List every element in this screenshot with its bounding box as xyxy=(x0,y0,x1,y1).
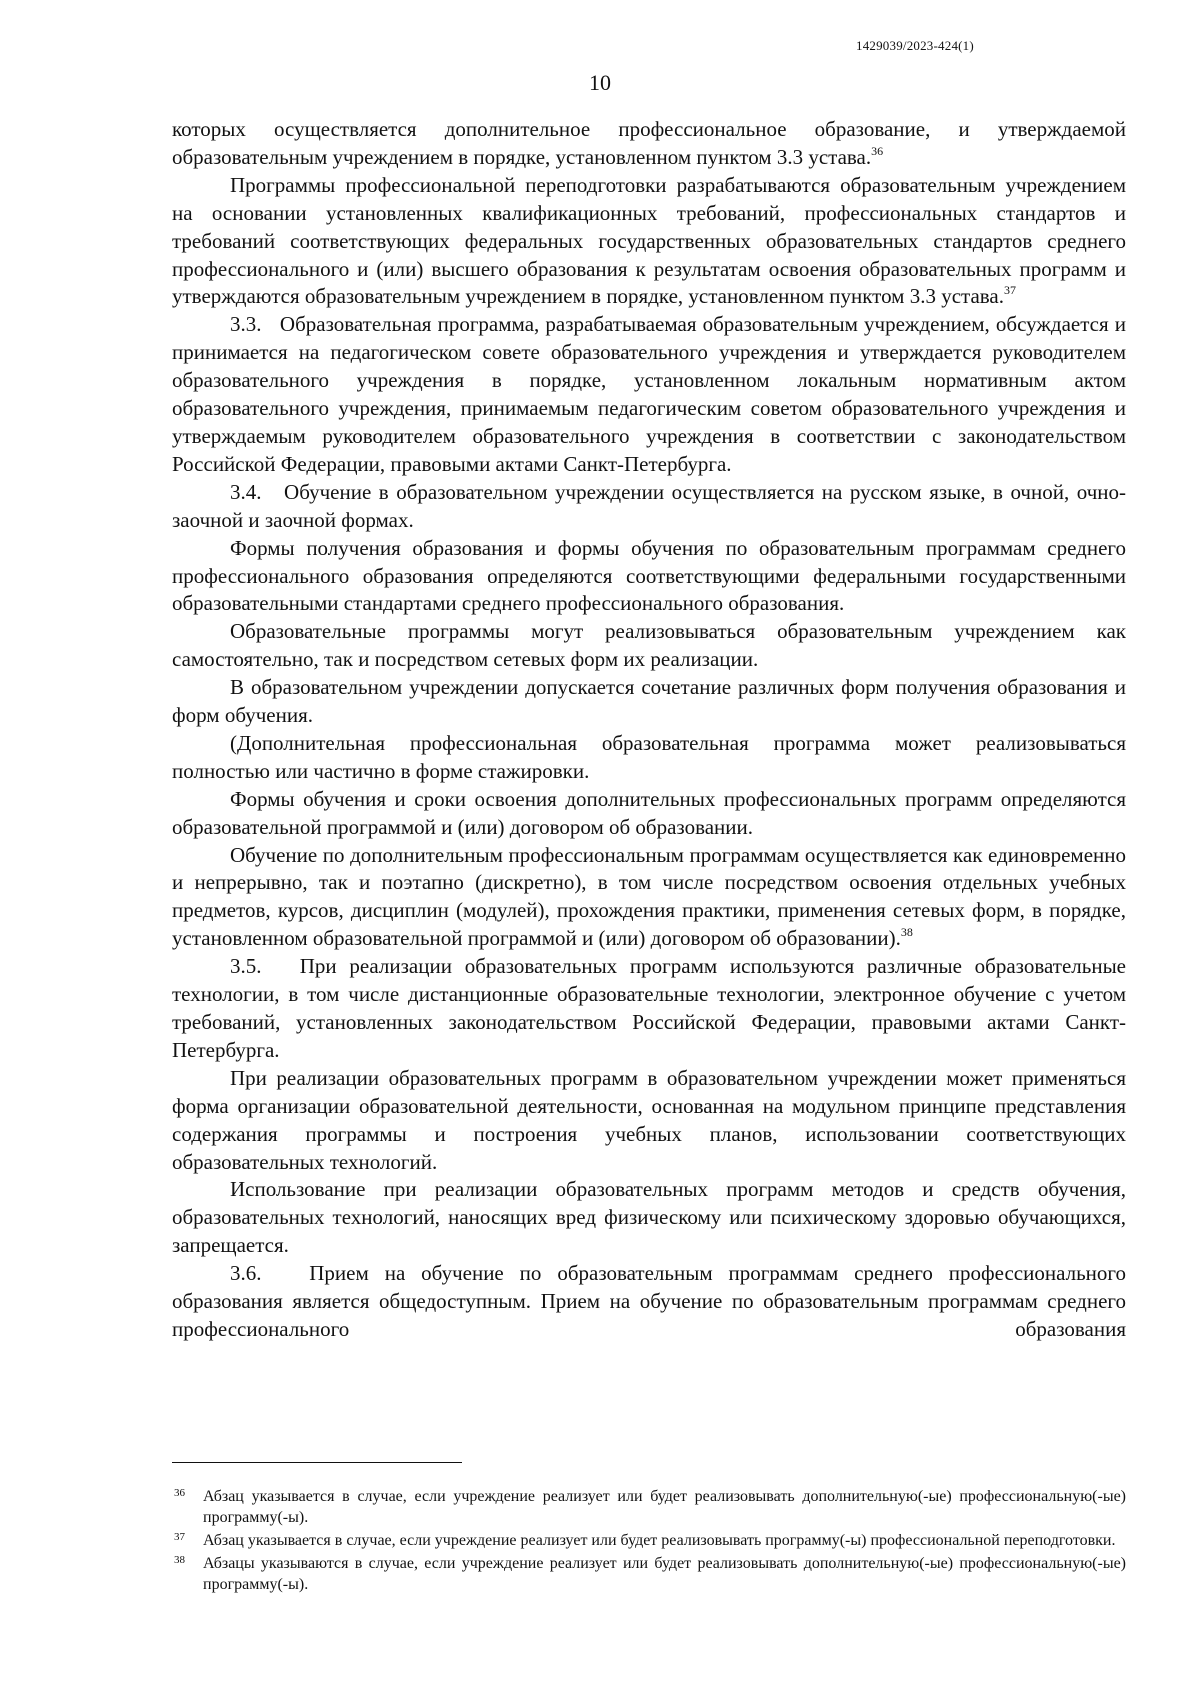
paragraph: В образовательном учреждении допускается сочетание различных форм получения образования и форм обучения. xyxy=(172,675,1126,728)
paragraph-3-6: 3.6. Прием на обучение по образовательным программам среднего профессионального образования является общедоступным. Прием на обучение по образовательным программам среднего профессионального образования xyxy=(172,1261,1126,1341)
footnote-text: Абзацы указываются в случае, если учреждение реализует или будет реализовывать дополнительную(-ые) профессиональную(-ые) программу(-ы). xyxy=(203,1555,1126,1593)
paragraph: Использование при реализации образовательных программ методов и средств обучения, образовательных технологий, наносящих вред физическому или психическому здоровью обучающихся, запрещается. xyxy=(172,1177,1126,1258)
paragraph: Формы получения образования и формы обучения по образовательным программам среднего профессионального образования определяются соответствующими федеральными государственными образовательными стандартами среднего профессионального образования. xyxy=(172,535,1126,616)
footnote-mark: 38 xyxy=(174,1554,185,1566)
paragraph-text: Обучение по дополнительным профессиональным программам осуществляется как единовременно и непрерывно, так и поэтапно (дискретно), в том числе посредством освоения отдельных учебных предметов, курсов, дисциплин (модулей), прохождения практики, применения сетевых форм, в порядке, установленном образовательной программой и (или) договором об образовании). xyxy=(172,842,1126,951)
paragraph-3-4: 3.4. Обучение в образовательном учреждении осуществляется на русском языке, в очной, очно-заочной и заочной формах. xyxy=(172,479,1126,532)
paragraph: Образовательные программы могут реализовываться образовательным учреждением как самостоятельно, так и посредством сетевых форм их реализации. xyxy=(172,619,1126,672)
footnote-reference: 36 xyxy=(871,143,884,158)
paragraph-3-5: 3.5. При реализации образовательных программ используются различные образовательные технологии, в том числе дистанционные образовательные технологии, электронное обучение с учетом требований, установленных законодательством Российской Федерации, правовыми актами Санкт-Петербурга. xyxy=(172,954,1126,1062)
footnote xyxy=(172,1530,1126,1551)
paragraph: При реализации образовательных программ в образовательном учреждении может применяться форма организации образовательной деятельности, основанная на модульном принципе представления содержания программы и построения учебных планов, использовании соответствующих образовательных технологий. xyxy=(172,1065,1126,1174)
document-body xyxy=(172,116,1126,1344)
footnote xyxy=(172,1486,1126,1528)
paragraph xyxy=(172,116,1126,172)
paragraph-3-3: 3.3. Образовательная программа, разрабатываемая образовательным учреждением, обсуждается и принимается на педагогическом совете образовательного учреждения и утверждается руководителем образовательного учреждения в порядке, установленном локальным нормативным актом образовательного учреждения, принимаемым педагогическим советом образовательного учреждения и утверждаемым руководителем образовательного учреждения в соответствии с законодательством Российской Федерации, правовыми актами Санкт-Петербурга. xyxy=(172,312,1126,476)
footnote-reference: 37 xyxy=(1004,283,1016,298)
footnote-separator xyxy=(172,1462,462,1463)
footnote-text: Абзац указывается в случае, если учреждение реализует или будет реализовывать программу(-ы) профессиональной переподготовки. xyxy=(203,1532,1116,1549)
footnote-mark: 36 xyxy=(174,1487,185,1499)
paragraph: Формы обучения и сроки освоения дополнительных профессиональных программ определяются образовательной программой и (или) договором об образовании. xyxy=(172,786,1126,839)
footnote xyxy=(172,1553,1126,1595)
footnote-reference: 38 xyxy=(900,925,913,940)
paragraph xyxy=(172,842,1126,954)
paragraph: (Дополнительная профессиональная образовательная программа может реализовываться полностью или частично в форме стажировки. xyxy=(172,730,1126,783)
paragraph-text: которых осуществляется дополнительное профессиональное образование, и утверждаемой образовательным учреждением в порядке, установленном пунктом 3.3 устава. xyxy=(172,117,1126,169)
paragraph-text: Программы профессиональной переподготовки разрабатываются образовательным учреждением на основании установленных квалификационных требований, профессиональных стандартов и требований соответствующих федеральных государственных образовательных стандартов среднего профессионального и (или) высшего образования к результатам освоения образовательных программ и утверждаются образовательным учреждением в порядке, установленном пунктом 3.3 устава. xyxy=(172,172,1126,309)
paragraph xyxy=(172,172,1126,312)
page-number: 10 xyxy=(589,70,611,95)
footnotes xyxy=(172,1486,1126,1597)
footnote-mark: 37 xyxy=(174,1531,185,1543)
footnote-text: Абзац указывается в случае, если учреждение реализует или будет реализовывать дополнительную(-ые) профессиональную(-ые) программу(-ы). xyxy=(203,1488,1126,1526)
document-number: 1429039/2023-424(1) xyxy=(856,38,974,53)
